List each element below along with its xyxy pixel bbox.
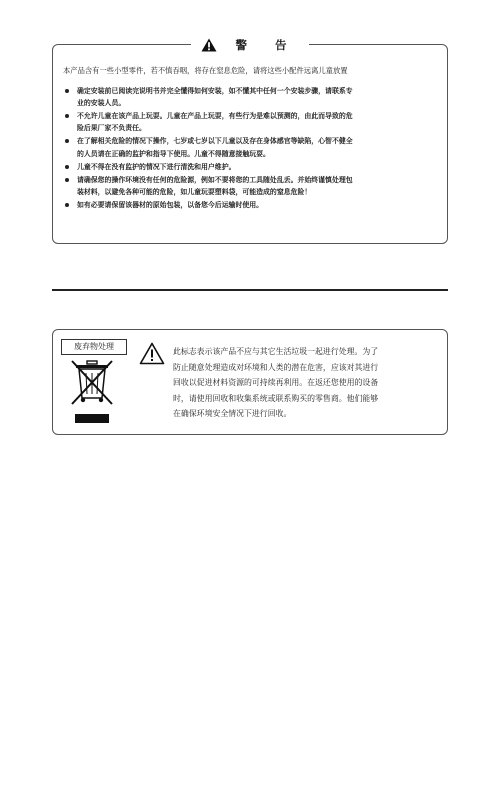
disposal-text-line: 此标志表示该产品不应与其它生活垃圾一起进行处理。为了 — [173, 347, 379, 356]
bullet-icon — [65, 114, 69, 118]
disposal-text-line: 在确保环境安全情况下进行回收。 — [173, 409, 292, 419]
list-item — [63, 174, 443, 198]
list-item-line: 确定安装前已阅读完说明书并完全懂得如何安装，如不懂其中任何一个安装步骤，请联系专 — [77, 87, 353, 95]
section-divider — [52, 289, 448, 291]
list-item-line: 业的安装人员。 — [77, 99, 126, 108]
list-item-line: 儿童不得在没有监护的情况下进行清洗和用户维护。 — [77, 162, 236, 171]
disposal-text-line: 时，请使用回收和收集系统或联系购买的零售商。他们能够 — [173, 393, 379, 403]
warning-header — [53, 36, 447, 54]
list-item-line: 的人员请在正确的监护和指导下使用。儿童不得随意接触玩耍。 — [77, 149, 270, 158]
list-item-line: 在了解相关危险的情况下操作，七岁或七岁以下儿童以及存在身体感官等缺陷，心智不健全 — [77, 137, 353, 146]
crossed-out-bin-icon — [67, 358, 117, 426]
bullet-icon — [65, 178, 69, 182]
disposal-text — [173, 344, 441, 422]
bullet-icon — [65, 89, 69, 93]
list-item — [63, 135, 443, 159]
disposal-text-line: 回收以促进材料资源的可持续再利用。在返还您使用的设备 — [173, 378, 379, 388]
bullet-icon — [65, 165, 69, 169]
caution-icon — [139, 342, 165, 365]
warning-box — [52, 38, 448, 244]
warning-triangle-icon — [201, 38, 217, 52]
list-item — [63, 85, 443, 109]
list-item-line: 如有必要请保留该器材的原始包装，以备您今后运输时使用。 — [77, 200, 264, 209]
list-item — [63, 161, 443, 173]
list-item-line: 不允许儿童在该产品上玩耍。儿童在产品上玩耍，有些行为是难以预测的，由此而导致的危 — [77, 112, 353, 121]
disposal-box — [52, 329, 448, 435]
bullet-icon — [65, 203, 69, 207]
disposal-label: 废弃物处理 — [61, 339, 127, 355]
warning-title: 警 告 — [235, 38, 299, 52]
warning-list — [63, 85, 443, 212]
bullet-icon — [65, 139, 69, 143]
list-item — [63, 199, 443, 211]
list-item-line: 请确保您的操作环境没有任何的危险源，例如不要将您的工具随处乱丢。并始终谨慎处理包 — [77, 175, 353, 184]
warning-intro: 本产品含有一些小型零件，若不慎吞咽，将存在窒息危险，请将这些小配件远离儿童放置 — [63, 66, 348, 75]
disposal-text-line: 防止随意处理造成对环境和人类的潜在危害，应该对其进行 — [173, 362, 379, 372]
list-item — [63, 110, 443, 134]
list-item-line: 装材料，以避免各种可能的危险，如儿童玩耍塑料袋，可能造成的窒息危险！ — [77, 187, 312, 196]
list-item-line: 险后果厂家不负责任。 — [77, 124, 146, 133]
